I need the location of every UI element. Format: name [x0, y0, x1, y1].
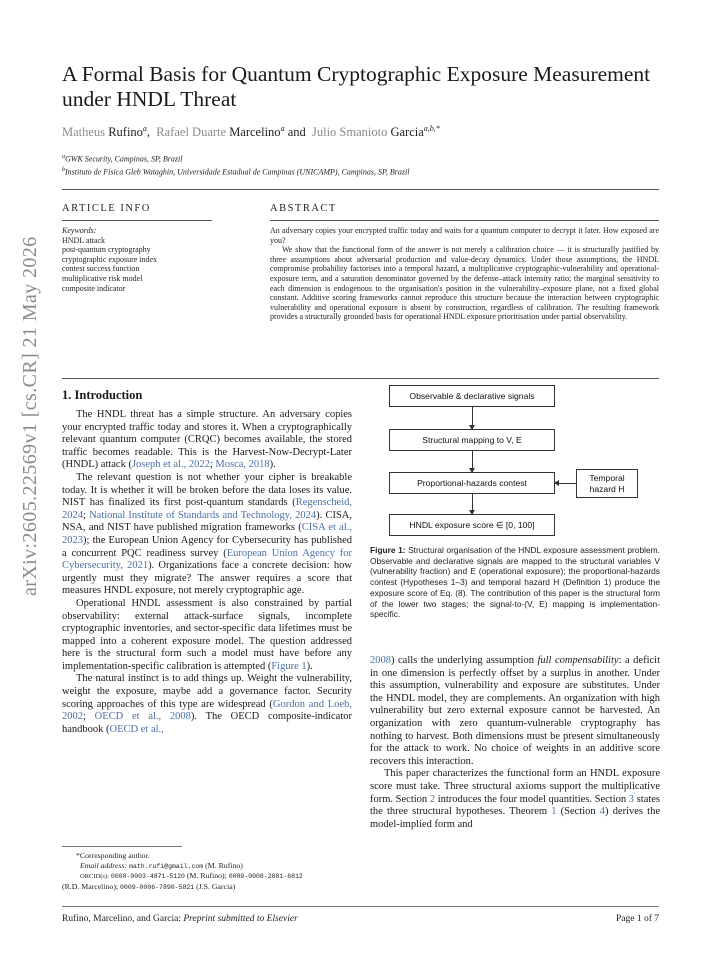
abstract-divider [270, 220, 659, 221]
intro-paragraph: Operational HNDL assessment is also constrained by partial observability: external attack-surface signals, incomplete cryptographic inventories, and sector-specific data lifetimes must be mapped into a coherent exposure model. The question addressed here is the structural form such a model must have before any implementation-specific calibration is attempted (Figure 1). [62, 597, 352, 672]
affiliation-a-text: GWK Security, Campinas, SP, Brazil [65, 154, 183, 164]
figure-ref-link[interactable]: Figure 1 [271, 660, 307, 672]
affiliation-b [62, 167, 409, 177]
citation-link[interactable]: OECD et al., 2008 [94, 711, 191, 723]
author-name [156, 125, 284, 139]
corresponding-author-note: *Corresponding author. [76, 851, 150, 860]
author-affiliation-mark: a,b,* [423, 124, 440, 133]
keywords-block [62, 226, 222, 293]
page-number: Page 1 of 7 [615, 914, 659, 924]
keyword-item: multiplicative risk model [62, 273, 143, 283]
abstract-bottom-divider [62, 378, 659, 379]
flow-arrow [472, 494, 473, 514]
citation-link[interactable]: European Union Agency for Cybersecurity, 2021 [62, 547, 352, 572]
section-ref-link[interactable]: 3 [628, 793, 635, 805]
author-family-name: Rufino [108, 125, 143, 140]
arxiv-stamp: arXiv:2605.22569v1 [cs.CR] 21 May 2026 [19, 236, 41, 596]
paper-title: A Formal Basis for Quantum Cryptographic Exposure Measurement under HNDL Threat [62, 62, 651, 111]
section-heading-introduction: 1. Introduction [62, 388, 143, 402]
author-name [312, 125, 440, 139]
citation-link[interactable]: Joseph et al., 2022 [131, 459, 210, 471]
intro-paragraph: The HNDL threat has a simple structure. An adversary copies your encrypted traffic today and stores it. When a cryptographically relevant quantum computer (CRQC) becomes available, the stored traffic becomes readable. This is the Harvest-Now-Decrypt-Later (HNDL) attack (Joseph et al., 2022; Mosca, 2018). [62, 409, 352, 471]
author-affiliation-mark: a [280, 124, 285, 133]
left-column [62, 409, 352, 736]
flow-arrow [472, 407, 473, 429]
author-given-name: Julio Smanioto [312, 125, 391, 140]
flow-arrow [555, 483, 576, 484]
author-affiliation-mark: a [142, 124, 147, 133]
citation-link[interactable]: OECD et al., [109, 723, 164, 735]
figure-caption [370, 545, 660, 620]
orcid-link[interactable]: 0000-0003-4871-5120 [110, 873, 185, 881]
intro-paragraph: The relevant question is not whether your cipher is breakable today. It is whether it will be broken before the data loses its value. NIST has finalized its first post-quantum standards (Regenscheid, 2024; National Institute of Standards and Technology, 2024). CISA, NSA, and NIST have published migration frameworks (CISA et al., 2023); the European Union Agency for Cybersecurity has published a concurrent PQC readiness survey (European Union Agency for Cybersecurity, 2021). Organizations face a concrete decision: how urgently must they migrate? The answer requires a score that measures HNDL exposure, not merely cryptographic age. [62, 471, 353, 597]
footnote-divider [62, 846, 182, 847]
flow-box-hazards-contest: Proportional-hazards contest [389, 472, 555, 494]
footer-left: Rufino, Marcelino, and Garcia: Preprint submitted to Elsevier [62, 914, 298, 924]
flow-arrow [472, 451, 473, 472]
header-divider [62, 189, 659, 190]
email-line: Email address: math.rufi@gmail.com (M. Rufino) [80, 860, 243, 870]
author-family-name: Marcelino [229, 125, 281, 140]
citation-link[interactable]: Regenscheid, 2024 [62, 497, 352, 521]
orcid-line: ORCID(s): 0000-0003-4871-5120 (M. Rufino); 0009-0008-2081-6812 [80, 871, 303, 881]
intro-paragraph: This paper characterizes the functional form an HNDL exposure score must take. Three structural axioms support the multiplicative form. Section 2 introduces the four model quantities. Section 3 states the three structural hypotheses. Theorem 1 (Section 4) derives the model-implied form and [370, 768, 661, 830]
abstract-paragraph: An adversary copies your encrypted traffic today and waits for a quantum computer to decrypt it later. How exposed are you? [270, 226, 659, 245]
keyword-item: contest success function [62, 264, 140, 274]
keyword-item: post-quantum cryptography [62, 245, 151, 255]
citation-link[interactable]: Gordon and Loeb, 2002 [62, 698, 352, 723]
author-name [62, 125, 147, 139]
citation-link[interactable]: National Institute of Standards and Technology, 2024 [89, 509, 317, 521]
footnote [62, 851, 362, 892]
section-ref-link[interactable]: 4 [599, 806, 606, 818]
abstract-body [270, 226, 659, 322]
citation-link[interactable]: 2008 [370, 655, 391, 666]
footer-venue: Preprint submitted to Elsevier [183, 914, 298, 924]
author-list [62, 124, 440, 140]
article-info-divider [62, 220, 212, 221]
keyword-item: composite indicator [62, 283, 126, 293]
citation-link[interactable]: Mosca, 2018 [215, 459, 270, 471]
article-info-heading: ARTICLE INFO [62, 203, 151, 214]
citation-link[interactable]: CISA et al., 2023 [62, 522, 353, 546]
affiliation-b-text: Instituto de Física Gleb Wataghin, Universidade Estadual de Campinas (UNICAMP), Campinas, SP, Brazil [65, 167, 410, 177]
orcid-link[interactable]: 0009-0008-2081-6812 [228, 873, 303, 881]
affiliation-b-mark: b [62, 167, 65, 173]
flow-box-structural-mapping: Structural mapping to V, E [389, 429, 555, 451]
section-ref-link[interactable]: 2 [429, 793, 436, 805]
author-separator: , [146, 125, 157, 140]
orcid-line-cont: (R.D. Marcelino); 0009-0006-7890-5821 (J.S. Garcia) [62, 881, 236, 891]
figure-caption-text: Structural organisation of the HNDL exposure assessment problem. Observable and declarative signals are mapped to the structural variables V (vulnerability fraction) and E (operational exposure); the proportional-hazards contest (Hypotheses 1–3) and temporal hazard H (Definition 1) produce the exposure score of Eq. (8). The contribution of this paper is the structural form of the lower two stages; the signal-to-(V, E) mapping is implementation-specific. [370, 545, 660, 620]
keyword-item: HNDL attack [62, 235, 106, 245]
orcid-link[interactable]: 0009-0006-7890-5821 [120, 883, 195, 891]
abstract-heading: ABSTRACT [270, 203, 337, 214]
footer-divider [62, 906, 659, 907]
author-given-name: Rafael Duarte [156, 125, 230, 140]
author-separator: and [284, 125, 312, 140]
temporal-hazard-line1: Temporal [589, 473, 625, 483]
affiliation-a-mark: a [62, 154, 65, 160]
temporal-hazard-line2: hazard H [589, 483, 625, 494]
author-given-name: Matheus [62, 125, 109, 140]
flow-box-exposure-score: HNDL exposure score ∈ [0, 100] [389, 514, 555, 536]
intro-paragraph: The natural instinct is to add things up. Weight the vulnerability, weight the exposure, maybe add a governance factor. Security scoring approaches of this type are widespread (Gordon and Loeb, 2002; OECD et al., 2008). The OECD composite-indicator handbook (OECD et al., [62, 673, 352, 735]
intro-paragraph: 2008) calls the underlying assumption full compensability: a deficit in one dimension is perfectly offset by a surplus in another. Under this assumption, vulnerability and exposure are substitutes. Under the HNDL model, they are complements. An organization with high vulnerability but zero external exposure cannot be harvested. An organization with zero quantum-vulnerable cryptography has nothing to harvest. Both dimensions must be present simultaneously for the attack to work. No choice of weights in an additive score recovers this interaction. [370, 655, 660, 767]
right-column [370, 655, 660, 831]
keyword-item: cryptographic exposure index [62, 254, 158, 264]
abstract-paragraph: We show that the functional form of the answer is not merely a calibration choice — it is structurally justified by three assumptions about adversarial production and value-decay dynamics. Under those assumptions, the HNDL compromise probability factorises into a temporal hazard, a multiplicative cryptographic-vulnerability and operational-exposure term, and a saturation denominator governed by the defense–attack intensity ratio; the marginal sensitivity to each dimension is endogenous to the organisation's position in the vulnerability–exposure plane, not a fixed global constant. Additive scoring frameworks cannot reproduce this structure because the interaction between cryptographic vulnerability and operational exposure is absent by construction, regardless of calibration. The resulting framework provides a structurally grounded basis for operational HNDL exposure prioritisation under partial observability. [270, 245, 659, 322]
email-link[interactable]: math.rufi@gmail.com [129, 862, 204, 870]
flow-box-temporal-hazard [576, 469, 638, 498]
flow-box-signals: Observable & declarative signals [389, 385, 555, 407]
theorem-ref-link[interactable]: 1 [551, 806, 557, 818]
figure-caption-label: Figure 1: [370, 545, 406, 555]
keywords-label: Keywords: [62, 226, 97, 235]
author-family-name: Garcia [390, 125, 424, 140]
affiliation-a [62, 154, 182, 164]
